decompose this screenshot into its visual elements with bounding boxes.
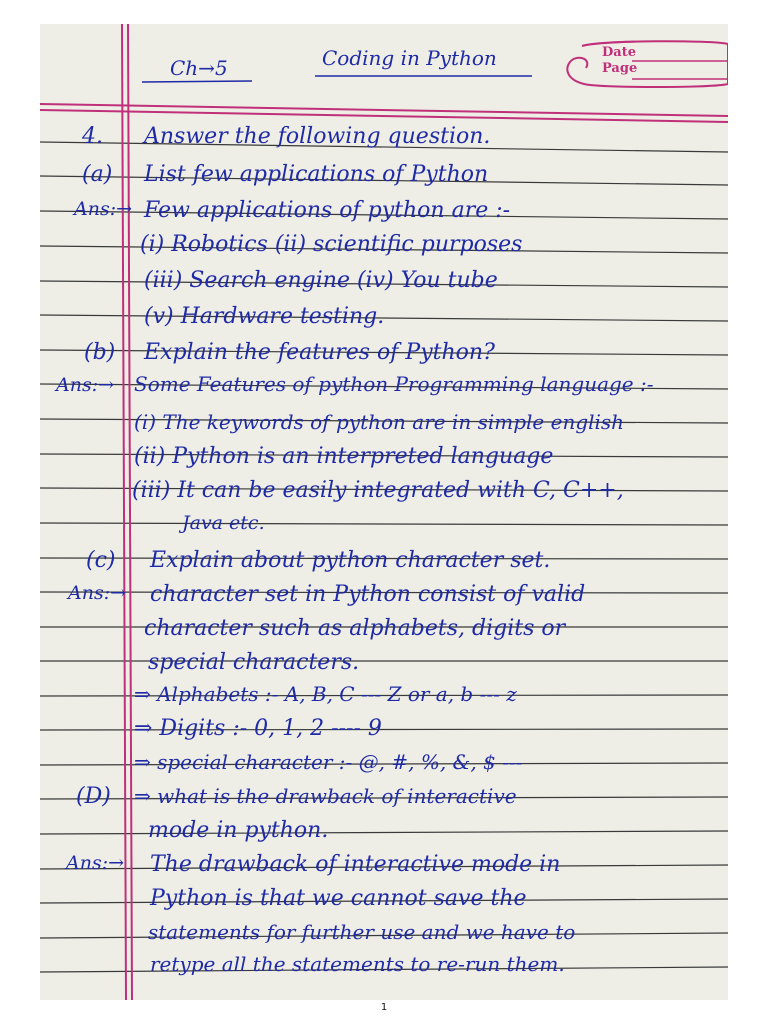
line-number: Ans:→ xyxy=(56,374,115,396)
line-text: (i) The keywords of python are in simple english xyxy=(134,410,625,434)
line-text: (iii) Search engine (iv) You tube xyxy=(144,268,498,293)
line-text: special characters. xyxy=(148,650,360,675)
line-number: (b) xyxy=(84,340,116,365)
line-number: (a) xyxy=(82,162,113,187)
date-page-stamp xyxy=(562,34,728,94)
line-text: Explain the features of Python? xyxy=(144,340,495,365)
line-text: statements for further use and we have to xyxy=(148,920,576,944)
line-number: (c) xyxy=(86,548,116,573)
page-title: Coding in Python xyxy=(322,46,497,70)
line-text: Explain about python character set. xyxy=(150,548,551,573)
line-text: The drawback of interactive mode in xyxy=(150,852,561,877)
line-text: ⇒ Digits :- 0, 1, 2 ---- 9 xyxy=(134,716,382,741)
line-text: character set in Python consist of valid xyxy=(150,582,586,607)
line-text: ⇒ what is the drawback of interactive xyxy=(134,784,517,808)
line-number: Ans:→ xyxy=(74,198,133,220)
chapter-label: Ch→5 xyxy=(170,56,228,80)
line-text: Answer the following question. xyxy=(144,124,491,149)
line-text: retype all the statements to re-run them. xyxy=(150,952,565,976)
line-text: (i) Robotics (ii) scientific purposes xyxy=(140,232,523,257)
line-text: mode in python. xyxy=(148,818,329,843)
line-text: character such as alphabets, digits or xyxy=(144,616,566,641)
stamp-date-label: Date xyxy=(602,45,636,60)
line-number: Ans:→ xyxy=(66,852,125,874)
line-number: (D) xyxy=(76,784,111,809)
line-text: List few applications of Python xyxy=(144,162,489,187)
page-number: 1 xyxy=(380,1002,388,1013)
line-text: (v) Hardware testing. xyxy=(144,304,385,329)
line-text: Some Features of python Programming language :- xyxy=(134,372,654,396)
line-text: Java etc. xyxy=(182,512,265,534)
stamp-page-label: Page xyxy=(602,61,638,76)
line-text: Python is that we cannot save the xyxy=(150,886,527,911)
line-text: (ii) Python is an interpreted language xyxy=(134,444,554,469)
line-text: Few applications of python are :- xyxy=(144,198,511,223)
line-text: ⇒ special character :- @, #, %, &, $ --- xyxy=(134,750,523,774)
line-number: Ans:→ xyxy=(68,582,127,604)
notebook-page xyxy=(40,24,728,1000)
line-text: ⇒ Alphabets :- A, B, C --- Z or a, b --- z xyxy=(134,682,517,706)
line-number: 4. xyxy=(82,124,103,149)
line-text: (iii) It can be easily integrated with C, C++, xyxy=(132,478,624,503)
